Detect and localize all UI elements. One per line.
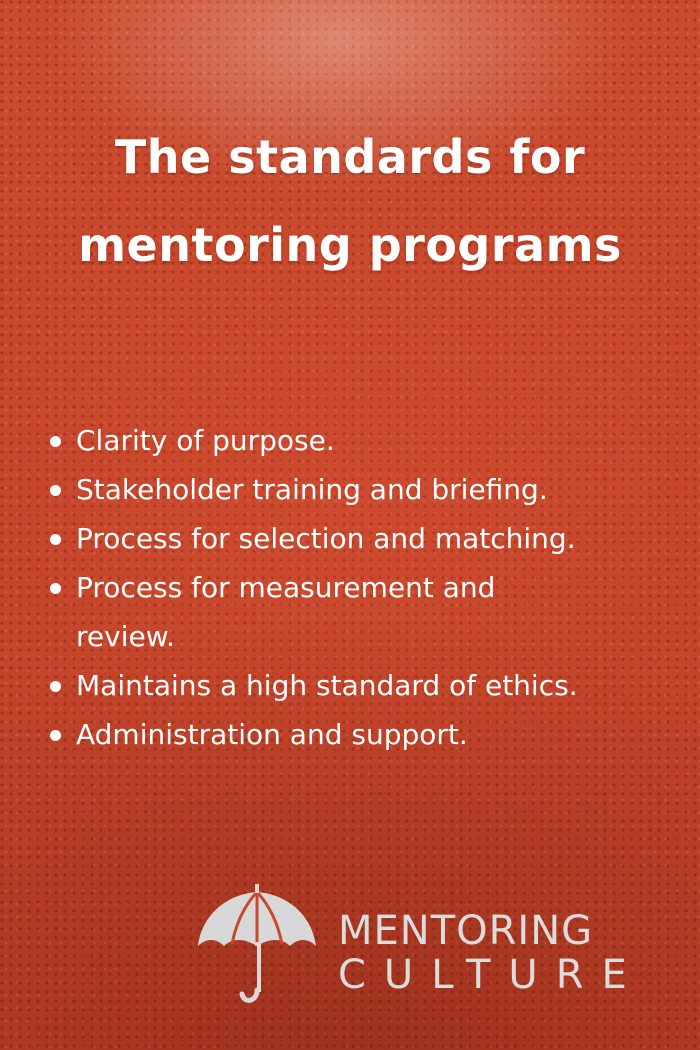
list-item-text-continued: review. [76,620,175,653]
list-item-text: Process for measurement and [76,571,496,604]
bullet-dot-icon [50,730,61,741]
bullet-dot-icon [50,534,61,545]
list-item [44,416,684,465]
title-line-1: The standards for [114,130,586,184]
page-title [0,113,700,289]
list-item-text: Maintains a high standard of ethics. [76,669,578,702]
list-item [44,465,684,514]
list-item [44,710,684,759]
bullet-dot-icon [50,485,61,496]
bullet-dot-icon [50,436,61,447]
title-line-2: mentoring programs [78,218,622,272]
list-item-text: Process for selection and matching. [76,522,576,555]
logo-text-culture: CULTURE [338,952,645,998]
bullet-dot-icon [50,583,61,594]
logo-text-mentoring: MENTORING [338,908,594,954]
list-item-text: Clarity of purpose. [76,424,335,457]
mentoring-culture-logo [192,884,672,1014]
list-item [44,661,684,710]
bullet-dot-icon [50,681,61,692]
list-item-text: Administration and support. [76,718,468,751]
list-item-text: Stakeholder training and briefing. [76,473,548,506]
umbrella-icon [192,884,322,1008]
list-item [44,514,684,563]
standards-list [44,416,684,759]
list-item [44,563,684,661]
